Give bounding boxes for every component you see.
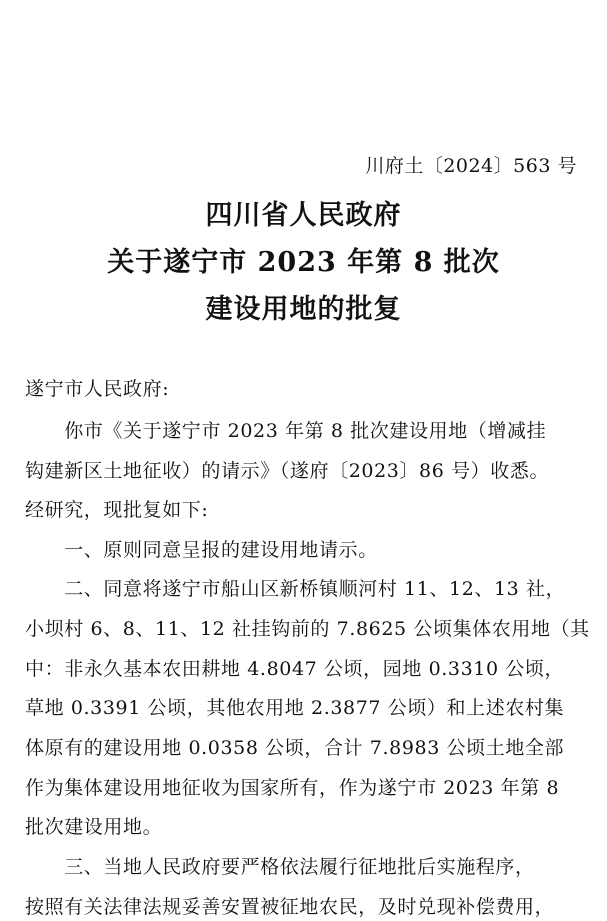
body-line: 草地 0.3391 公顷，其他农用地 2.3877 公顷）和上述农村集 <box>25 697 565 719</box>
body-line: 作为集体建设用地征收为国家所有，作为遂宁市 2023 年第 8 <box>25 777 560 799</box>
body-line: 批次建设用地。 <box>25 816 163 838</box>
body-line: 三、当地人民政府要严格依法履行征地批后实施程序， <box>25 856 535 878</box>
title-line-3: 建设用地的批复 <box>205 294 402 325</box>
body-line: 体原有的建设用地 0.0358 公顷，合计 7.8983 公顷土地全部 <box>25 737 565 759</box>
body-line: 钩建新区土地征收）的请示》（遂府〔2023〕86 号）收悉。 <box>25 460 550 482</box>
title-line-1: 四川省人民政府 <box>205 200 402 231</box>
body-line: 一、原则同意呈报的建设用地请示。 <box>25 539 378 561</box>
title-line-2: 关于遂宁市 2023 年第 8 批次 <box>107 247 500 278</box>
addressee: 遂宁市人民政府: <box>25 378 170 400</box>
body-line: 中：非永久基本农田耕地 4.8047 公顷，园地 0.3310 公顷， <box>25 658 565 680</box>
document-number: 川府土〔2024〕563 号 <box>365 155 577 177</box>
body-line: 你市《关于遂宁市 2023 年第 8 批次建设用地（增减挂 <box>25 420 547 442</box>
body-line: 按照有关法律法规妥善安置被征地农民，及时兑现补偿费用， <box>25 896 555 918</box>
body-line: 经研究，现批复如下: <box>25 499 209 521</box>
body-line: 二、同意将遂宁市船山区新桥镇顺河村 11、12、13 社， <box>25 578 566 600</box>
body-line: 小坝村 6、8、11、12 社挂钩前的 7.8625 公顷集体农用地（其 <box>25 618 590 640</box>
